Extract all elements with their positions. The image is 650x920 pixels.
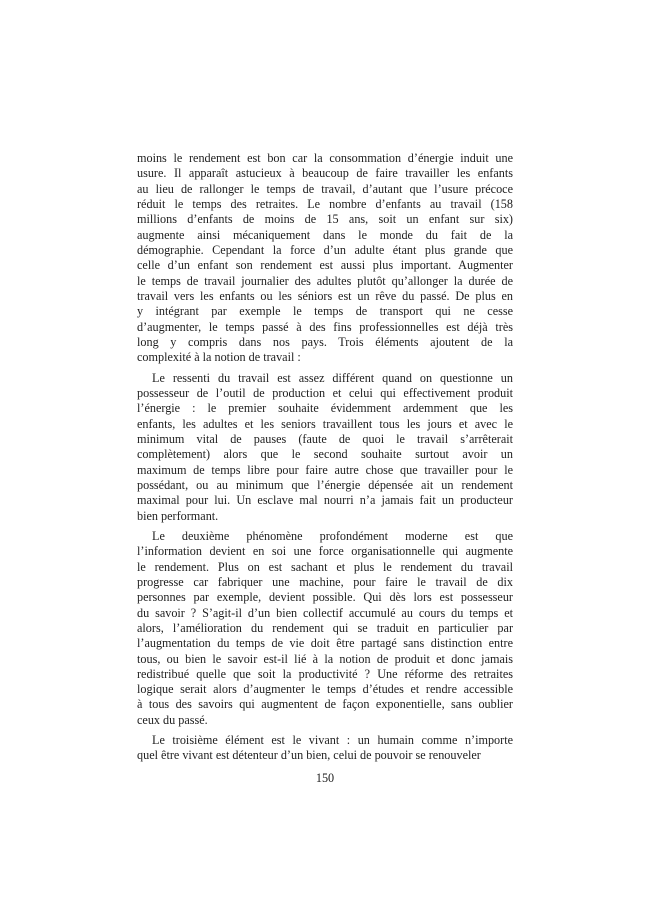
text-line: celle d’un enfant son rendement est aussi plus important. Augmenter bbox=[137, 258, 513, 273]
text-line: quel être vivant est détenteur d’un bien, celui de pouvoir se renouveler bbox=[137, 748, 481, 763]
text-line: personnes par exemple, devient possible. Qui dès lors est possesseur bbox=[137, 590, 513, 605]
text-line: millions d’enfants de moins de 15 ans, soit un enfant sur six) bbox=[137, 212, 513, 227]
text-line: maximal pour lui. Un esclave mal nourri n’a jamais fait un producteur bbox=[137, 493, 513, 508]
text-line: bien performant. bbox=[137, 508, 219, 523]
text-line: y intégrant par exemple le temps de transport qui ne cesse bbox=[137, 304, 513, 319]
text-line: tous, ou bien le savoir est-il lié à la notion de produit et donc jamais bbox=[137, 651, 513, 666]
text-line: minimum vital de pauses (faute de quoi le travail s’arrêterait bbox=[137, 431, 513, 446]
text-line: redistribué quelle que soit la productivité ? Une réforme des retraites bbox=[137, 666, 513, 681]
paragraph bbox=[137, 151, 513, 366]
text-line: possesseur de l’outil de production et celui qui effectivement produit bbox=[137, 385, 513, 400]
text-line: progresse car fabriquer une machine, pour faire le travail de dix bbox=[137, 574, 513, 589]
text-line: démographie. Cependant la force d’un adulte étant plus grande que bbox=[137, 242, 513, 257]
text-line: usure. Il apparaît astucieux à beaucoup de faire travailler les enfants bbox=[137, 166, 513, 181]
text-line: Le deuxième phénomène profondément moderne est que bbox=[152, 528, 513, 543]
text-line: l’augmentation du temps de vie doit être partagé sans distinction entre bbox=[137, 636, 513, 651]
text-line: au lieu de rallonger le temps de travail, d’autant que l’usure précoce bbox=[137, 181, 513, 196]
text-line: travail vers les enfants ou les séniors est un rêve du passé. De plus en bbox=[137, 288, 513, 303]
text-line: logique serait alors d’augmenter le temps d’études et rendre accessible bbox=[137, 682, 513, 697]
text-line: augmente ainsi mécaniquement dans le monde du fait de la bbox=[137, 227, 513, 242]
text-line: d’augmenter, le temps passé à des fins professionnelles est déjà très bbox=[137, 319, 513, 334]
text-line: le rendement. Plus on est sachant et plus le rendement du travail bbox=[137, 559, 513, 574]
text-line: à tous des savoirs qui augmentent de façon exponentielle, sans oublier bbox=[137, 697, 513, 712]
text-block bbox=[137, 151, 513, 764]
text-line: Le ressenti du travail est assez différent quand on questionne un bbox=[152, 370, 513, 385]
text-line: réduit le temps des retraites. Le nombre d’enfants au travail (158 bbox=[137, 196, 513, 211]
text-line: long y compris dans nos pays. Trois éléments ajoutent de la bbox=[137, 334, 513, 349]
paragraph bbox=[137, 529, 513, 728]
text-line: complexité à la notion de travail : bbox=[137, 350, 301, 365]
text-line: maximum de temps libre pour faire autre chose que travailler pour le bbox=[137, 462, 513, 477]
text-line: du savoir ? S’agit-il d’un bien collectif accumulé au cours du temps et bbox=[137, 605, 513, 620]
text-line: ceux du passé. bbox=[137, 712, 208, 727]
text-line: alors, l’amélioration du rendement qui se traduit en particulier par bbox=[137, 620, 513, 635]
text-line: le temps de travail journalier des adultes plutôt qu’allonger la durée de bbox=[137, 273, 513, 288]
text-line: l’information devient en soi une force organisationnelle qui augmente bbox=[137, 544, 513, 559]
text-line: enfants, les adultes et les seniors travaillent tous les jours et avec le bbox=[137, 416, 513, 431]
text-line: Le troisième élément est le vivant : un humain comme n’importe bbox=[152, 733, 513, 748]
page-number: 150 bbox=[315, 771, 335, 785]
text-line: l’énergie : le premier souhaite évidemment ardemment que les bbox=[137, 401, 513, 416]
text-line: complètement) alors que le second souhaite surtout avoir un bbox=[137, 447, 513, 462]
text-line: possédant, ou au minimum que l’énergie dépensée ait un rendement bbox=[137, 477, 513, 492]
paragraph bbox=[137, 371, 513, 524]
paragraph bbox=[137, 733, 513, 764]
text-line: moins le rendement est bon car la consommation d’énergie induit une bbox=[137, 151, 513, 165]
